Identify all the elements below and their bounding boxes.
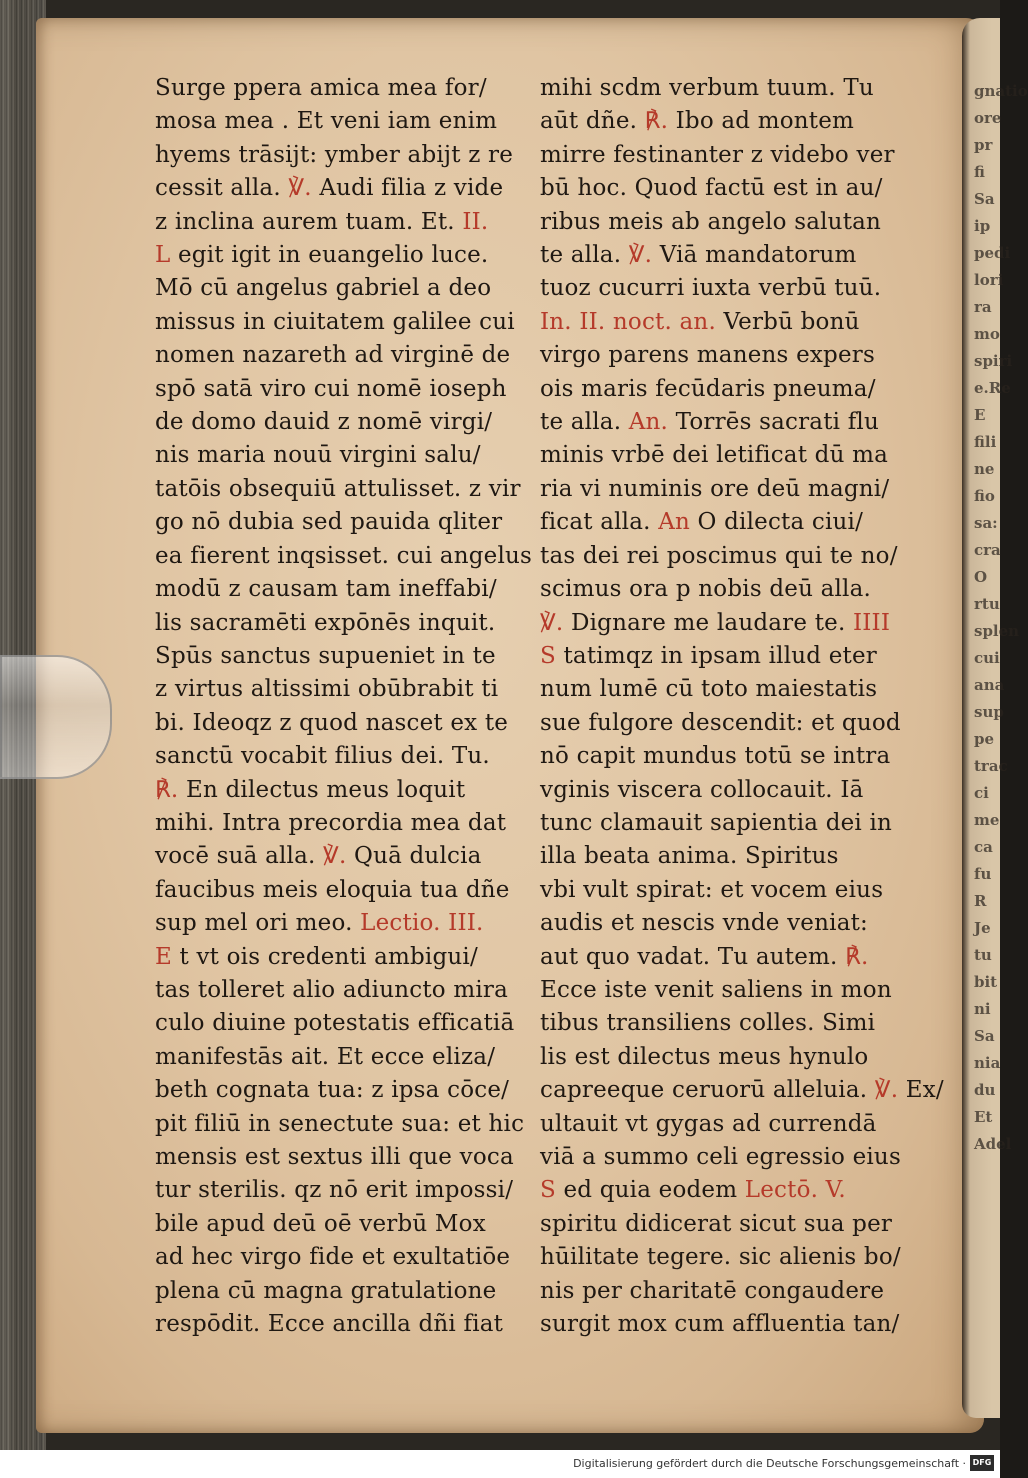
body-text: surgit mox cum affluentia tan/	[540, 1311, 900, 1338]
edge-fragment: spiri	[974, 352, 1013, 370]
body-text: mensis est sextus illi que voca	[155, 1144, 514, 1170]
text-line	[155, 1174, 525, 1207]
text-line	[155, 740, 525, 773]
body-text: tibus transiliens colles. Simi	[540, 1010, 876, 1037]
body-text: ea fierent inqsisset. cui angelus	[155, 542, 533, 569]
edge-fragment: ne	[974, 460, 995, 478]
body-text: ficat alla.	[540, 509, 659, 536]
body-text: manifestās ait. Et ecce eliza/	[155, 1043, 496, 1070]
text-line	[540, 1074, 944, 1107]
body-text: missus in ciuitatem galilee cui	[155, 308, 515, 335]
body-text: ribus meis ab angelo salutan	[540, 208, 882, 235]
text-line	[155, 1141, 525, 1174]
edge-fragment: du	[974, 1081, 996, 1099]
text-line	[540, 673, 910, 706]
dfg-logo: DFG	[970, 1455, 994, 1471]
text-line	[155, 439, 525, 472]
edge-fragment: ana	[974, 676, 1005, 694]
edge-fragment: R	[974, 892, 987, 910]
text-line	[155, 1241, 525, 1274]
text-line	[540, 774, 910, 807]
rubric-text: II.	[462, 208, 489, 235]
text-line	[155, 974, 525, 1007]
edge-fragment: mo	[974, 325, 1000, 343]
body-text: Ecce iste venit saliens in mon	[540, 976, 892, 1003]
rubric-text: E	[155, 943, 172, 970]
text-line	[540, 139, 910, 172]
body-text: faucibus meis eloquia tua dñe	[155, 876, 510, 903]
edge-fragment: bit	[974, 973, 998, 991]
body-text: capreeque ceruorū alleluia.	[540, 1077, 875, 1104]
body-text: sue fulgore descendit: et quod	[540, 709, 901, 736]
edge-fragment: cra	[974, 541, 1001, 559]
rubric-text: ℟.	[155, 776, 179, 803]
body-text: bile apud deū oē verbū Mox	[155, 1210, 486, 1237]
rubric-text: L	[155, 242, 171, 269]
text-line	[155, 272, 525, 305]
text-line	[540, 1108, 910, 1141]
edge-fragment: Sa	[974, 1027, 995, 1045]
body-text: mirre festinanter z videbo ver	[540, 141, 895, 168]
edge-fragment: fio	[974, 487, 995, 505]
body-text: beth cognata tua: z ipsa cōce/	[155, 1077, 510, 1104]
body-text: Verbū bonū	[715, 308, 860, 335]
body-text: de domo dauid z nomē virgi/	[155, 409, 493, 436]
edge-fragment: pe	[974, 730, 995, 748]
body-text: spō satā viro cui nomē ioseph	[155, 375, 507, 402]
body-text: respōdit. Ecce ancilla dñi fiat	[155, 1311, 504, 1338]
body-text: te alla.	[540, 409, 629, 436]
text-line	[155, 1108, 525, 1141]
text-line	[540, 1275, 910, 1308]
body-text: scimus ora p nobis deū alla.	[540, 576, 872, 603]
edge-fragment: Je	[974, 919, 991, 937]
text-line	[155, 840, 525, 873]
edge-fragment: gnatio	[974, 82, 1028, 100]
text-line	[540, 1007, 910, 1040]
text-line	[540, 172, 910, 205]
text-line	[155, 172, 525, 205]
body-text: tuoz cucurri iuxta verbū tuū.	[540, 275, 882, 302]
text-line	[540, 339, 910, 372]
text-line	[155, 774, 525, 807]
text-line	[540, 640, 910, 673]
body-text: bi. Ideoqz z quod nascet ex te	[155, 709, 509, 736]
rubric-text: Lectō. V.	[744, 1177, 846, 1204]
rubric-text: S	[540, 1177, 556, 1204]
body-text: nomen nazareth ad virginē de	[155, 342, 511, 369]
body-text: ois maris fecūdaris pneuma/	[540, 375, 876, 402]
body-text: ria vi numinis ore deū magni/	[540, 475, 890, 502]
body-text: Audi filia z vide	[311, 175, 504, 202]
text-line	[540, 72, 910, 105]
text-line	[540, 540, 910, 573]
body-text: aūt dñe.	[540, 108, 645, 135]
funding-credit: Digitalisierung gefördert durch die Deutsche Forschungsgemeinschaft ·	[573, 1457, 966, 1470]
body-text: t vt ois credenti ambigui/	[172, 943, 478, 970]
body-text: audis et nescis vnde veniat:	[540, 910, 868, 937]
next-page-edge	[962, 18, 1028, 1418]
text-line	[540, 272, 910, 305]
body-text: nis per charitatē congaudere	[540, 1277, 885, 1304]
text-column-right	[540, 72, 944, 1341]
text-line	[540, 941, 910, 974]
text-line	[155, 239, 525, 272]
body-text: viā a summo celi egressio eius	[540, 1144, 901, 1170]
body-text: go nō dubia sed pauida qliter	[155, 509, 503, 536]
text-line	[155, 139, 525, 172]
body-text: Spūs sanctus supueniet in te	[155, 642, 496, 669]
text-line	[540, 840, 910, 873]
edge-fragment: Et	[974, 1108, 993, 1126]
text-line	[155, 306, 525, 339]
text-line	[155, 1007, 525, 1040]
text-line	[540, 707, 910, 740]
body-text: ad hec virgo fide et exultatiōe	[155, 1244, 511, 1271]
text-line	[155, 640, 525, 673]
body-text: O dilecta ciui/	[690, 509, 864, 536]
text-line	[155, 1074, 525, 1107]
edge-fragment: ore	[974, 109, 1002, 127]
edge-fragment: fu	[974, 865, 992, 883]
body-text: Mō cū angelus gabriel a deo	[155, 275, 492, 302]
text-line	[540, 974, 910, 1007]
text-line	[155, 406, 525, 439]
edge-fragment: fili	[974, 433, 997, 451]
body-text: cessit alla.	[155, 175, 289, 202]
text-line	[540, 607, 910, 640]
body-text: spiritu didicerat sicut sua per	[540, 1210, 893, 1237]
edge-fragment: tu	[974, 946, 992, 964]
body-text: Ex/	[898, 1077, 944, 1104]
edge-fragment: splen	[974, 622, 1020, 640]
rubric-text: ℟.	[845, 943, 869, 970]
text-line	[540, 874, 910, 907]
text-line	[540, 573, 910, 606]
text-line	[540, 506, 910, 539]
text-line	[540, 239, 910, 272]
text-line	[540, 473, 910, 506]
body-text: z inclina aurem tuam. Et.	[155, 208, 463, 235]
body-text: lis est dilectus meus hynulo	[540, 1043, 869, 1070]
body-text: Torrēs sacrati flu	[668, 409, 880, 436]
rubric-text: Lectio. III.	[360, 910, 484, 937]
digitization-footer	[0, 1450, 1000, 1478]
body-text: Surge ppera amica mea for/	[155, 75, 487, 101]
rubric-text: An	[658, 509, 691, 536]
edge-fragment: ca	[974, 838, 993, 856]
body-text: tur sterilis. qz nō erit impossi/	[155, 1177, 514, 1204]
text-line	[155, 206, 525, 239]
body-text: hyems trāsijt: ymber abijt z re	[155, 141, 514, 168]
text-line	[540, 807, 910, 840]
text-line	[540, 1241, 910, 1274]
rubric-text: IIII	[852, 609, 891, 636]
text-column-left	[155, 72, 533, 1341]
edge-fragment: pedi	[974, 244, 1011, 262]
rubric-text: ℣.	[874, 1077, 899, 1104]
edge-fragment: sa:	[974, 514, 998, 532]
text-line	[540, 206, 910, 239]
body-text: sup mel ori meo.	[155, 910, 361, 937]
edge-fragment: ra	[974, 298, 992, 316]
body-text: Dignare me laudare te.	[563, 609, 853, 636]
body-text: ed quia eodem	[555, 1177, 745, 1204]
body-text: lis sacramēti expōnēs inquit.	[155, 609, 496, 636]
next-page-text-fragments	[974, 78, 1028, 1158]
text-line	[155, 874, 525, 907]
body-text: num lumē cū toto maiestatis	[540, 676, 878, 703]
text-line	[155, 1308, 525, 1341]
body-text: culo diuine potestatis efficatiā	[155, 1010, 515, 1037]
body-text: Quā dulcia	[346, 843, 482, 870]
text-line	[155, 473, 525, 506]
body-text: ultauit vt gygas ad currendā	[540, 1110, 877, 1137]
body-text: Viā mandatorum	[652, 242, 857, 269]
edge-fragment: nia	[974, 1054, 1001, 1072]
text-line	[155, 807, 525, 840]
body-text: sanctū vocabit filius dei. Tu.	[155, 743, 490, 770]
edge-fragment: e.Re	[974, 379, 1011, 397]
body-text: plena cū magna gratulatione	[155, 1277, 497, 1304]
body-text: aut quo vadat. Tu autem.	[540, 943, 846, 970]
body-text: bū hoc. Quod factū est in au/	[540, 175, 883, 202]
edge-fragment: pr	[974, 136, 993, 154]
text-line	[540, 439, 910, 472]
body-text: tatōis obsequiū attulisset. z vir	[155, 475, 521, 502]
text-line	[155, 607, 525, 640]
rubric-text: ℟.	[644, 108, 669, 135]
text-line	[540, 306, 910, 339]
body-text: Ibo ad montem	[668, 108, 855, 135]
body-text: illa beata anima. Spiritus	[540, 843, 839, 870]
text-line	[540, 373, 910, 406]
edge-fragment: sup	[974, 703, 1004, 721]
edge-fragment: ci	[974, 784, 989, 802]
text-line	[540, 406, 910, 439]
text-line	[155, 339, 525, 372]
edge-fragment: Adel	[974, 1135, 1012, 1153]
text-line	[155, 707, 525, 740]
text-line	[155, 573, 525, 606]
body-text: modū z causam tam ineffabi/	[155, 576, 497, 603]
text-line	[155, 1208, 525, 1241]
text-line	[155, 540, 533, 573]
rubric-text: ℣.	[323, 843, 347, 870]
rubric-text: An.	[628, 409, 669, 436]
edge-fragment: fi	[974, 163, 985, 181]
body-text: tatimqz in ipsam illud eter	[555, 642, 877, 669]
body-text: te alla.	[540, 242, 629, 269]
body-text: nis maria nouū virgini salu/	[155, 442, 481, 469]
text-line	[155, 72, 525, 105]
edge-fragment: trac	[974, 757, 1008, 775]
rubric-text: ℣.	[628, 242, 653, 269]
body-text: mihi scdm verbum tuum. Tu	[540, 75, 874, 101]
text-line	[540, 1308, 910, 1341]
rubric-text: S	[540, 642, 556, 669]
text-line	[540, 105, 910, 138]
edge-fragment: lori	[974, 271, 1004, 289]
text-line	[155, 907, 525, 940]
edge-fragment: ip	[974, 217, 991, 235]
text-line	[540, 1208, 910, 1241]
text-line	[155, 673, 525, 706]
text-line	[155, 506, 525, 539]
edge-fragment: me	[974, 811, 1000, 829]
edge-fragment: E	[974, 406, 986, 424]
clip-holder	[0, 655, 112, 779]
text-line	[155, 1041, 525, 1074]
body-text: virgo parens manens expers	[540, 342, 875, 369]
rubric-text: In. II. noct. an.	[540, 308, 716, 335]
edge-fragment: rtu	[974, 595, 1000, 613]
body-text: En dilectus meus loquit	[178, 776, 466, 803]
text-line	[155, 105, 525, 138]
text-line	[155, 941, 525, 974]
body-text: mosa mea . Et veni iam enim	[155, 108, 498, 135]
edge-fragment: cui	[974, 649, 1000, 667]
body-text: egit igit in euangelio luce.	[170, 242, 489, 269]
edge-fragment: ni	[974, 1000, 991, 1018]
text-line	[540, 1174, 910, 1207]
edge-fragment: Sa	[974, 190, 995, 208]
body-text: mihi. Intra precordia mea dat	[155, 809, 507, 836]
body-text: hūilitate tegere. sic alienis bo/	[540, 1244, 901, 1271]
text-line	[540, 1141, 910, 1174]
text-line	[155, 373, 525, 406]
rubric-text: ℣.	[288, 175, 312, 202]
body-text: tas dei rei poscimus qui te no/	[540, 542, 898, 569]
text-line	[540, 1041, 910, 1074]
edge-fragment: O	[974, 568, 988, 586]
body-text: pit filiū in senectute sua: et hic	[155, 1110, 525, 1137]
body-text: z virtus altissimi obūbrabit ti	[155, 676, 499, 703]
text-line	[540, 907, 910, 940]
text-line	[155, 1275, 525, 1308]
rubric-text: ℣.	[540, 609, 564, 636]
body-text: minis vrbē dei letificat dū ma	[540, 442, 889, 469]
body-text: vbi vult spirat: et vocem eius	[540, 876, 884, 903]
body-text: nō capit mundus totū se intra	[540, 743, 891, 770]
body-text: vginis viscera collocauit. Iā	[540, 776, 864, 803]
body-text: tunc clamauit sapientia dei in	[540, 809, 893, 836]
body-text: vocē suā alla.	[155, 843, 324, 870]
body-text: tas tolleret alio adiuncto mira	[155, 976, 508, 1003]
text-line	[540, 740, 910, 773]
